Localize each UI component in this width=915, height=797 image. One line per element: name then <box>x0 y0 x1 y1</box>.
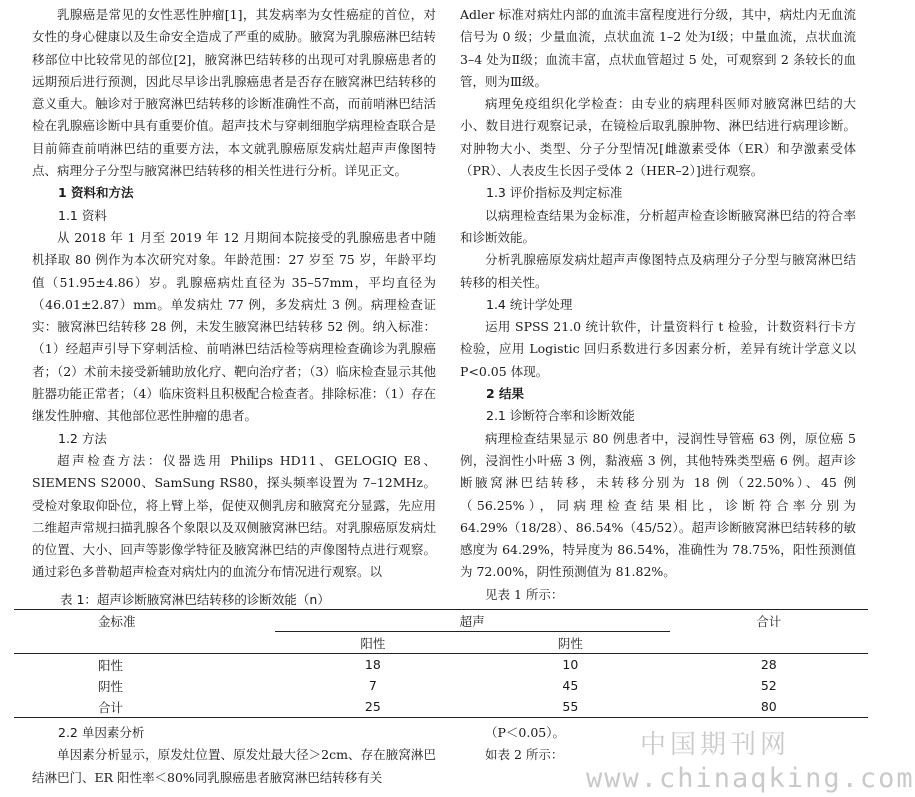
subsection-heading-2-2: 2.2 单因素分析 <box>58 725 145 740</box>
paragraph-see-table-1: 见表 1 所示： <box>485 586 564 602</box>
subsection-heading-1-1: 1.1 资料 <box>58 207 107 223</box>
paragraph-2-2-continued: （P＜0.05）。 <box>485 725 565 740</box>
cell-positive: 7 <box>368 678 377 693</box>
paragraph-adler: Adler 标准对病灶内部的血流丰富程度进行分级，其中，病灶内无血流信号为 0 级；少量血流，点状血流 1–2 处为Ⅰ级；中量血流，点状血流 3–4 处为Ⅱ级；血流丰富，点状血管超过 5 处，可观察到 2 条较长的血管，则为Ⅲ级。 <box>460 7 856 89</box>
paragraph-1-1: 从 2018 年 1 月至 2019 年 12 月期间本院接受的乳腺癌患者中随机择取 80 例作为本次研究对象。年龄范围：27 岁至 75 岁，年龄平均值（51.95±4.86）岁。乳腺癌病灶直径为 35–57mm，平均直径为（46.01±2.87）mm。单发病灶 77 例，多发病灶 3 例。病理检查证实：腋窝淋巴结转移 28 例，未发生腋窝淋巴结转移 52 例。纳入标准：（1）经超声引导下穿刺活检、前哨淋巴结活检等病理检查确诊为乳腺癌者；（2）术前未接受新辅助放化疗、靶向治疗者；（3）临床检查显示其他脏器功能正常者；（4）临床资料且积极配合检查者。排除标准：（1）存在继发性肿瘤、其他部位恶性肿瘤的患者。 <box>32 229 436 424</box>
paragraph-1-4: 运用 SPSS 21.0 统计软件，计量资料行 t 检验，计数资料行卡方检验，应用 Logistic 回归系数进行多因素分析，差异有统计学意义以 P<0.05 体现。 <box>460 319 856 379</box>
right-column <box>460 4 856 606</box>
left-column-after-table <box>32 722 436 789</box>
cell-positive: 18 <box>364 657 381 672</box>
cell-total: 80 <box>670 696 868 718</box>
header-gold-standard: 金标准 <box>14 610 275 632</box>
table-subheader-row <box>14 632 868 654</box>
table-1 <box>14 609 868 718</box>
watermark-url: www.chinaqking.com <box>586 763 915 794</box>
watermark-text: 中国期刊网 <box>640 730 791 760</box>
table-row <box>14 696 868 718</box>
table-header-row <box>14 610 868 632</box>
subsection-heading-1-4: 1.4 统计学处理 <box>486 296 573 312</box>
paragraph-1-2: 超声检查方法：仪器选用 Philips HD11、GELOGIQ E8、SIEMENS S2000、SamSung RS80，探头频率设置为 7–12MHz。受检对象取仰卧位，将上臂上举，促使双侧乳房和腋窝充分显露，先应用二维超声常规扫描乳腺各个象限以及双侧腋窝淋巴结。对乳腺癌原发病灶的位置、大小、回声等影像学特征及腋窝淋巴结的声像图特点进行观察。通过彩色多普勒超声检查对病灶内的血流分布情况进行观察。以 <box>32 452 436 580</box>
row-label: 合计 <box>14 696 275 718</box>
paragraph-1-3b: 分析乳腺癌原发病灶超声声像图特点及病理分子分型与腋窝淋巴结转移的相关性。 <box>460 252 856 290</box>
paragraph-1-3a: 以病理检查结果为金标准，分析超声检查诊断腋窝淋巴结的符合率和诊断效能。 <box>460 207 856 245</box>
header-ultrasound: 超声 <box>275 610 670 632</box>
subsection-heading-1-2: 1.2 方法 <box>58 430 107 446</box>
section-heading-methods: 1 资料和方法 <box>58 185 134 201</box>
paragraph-see-table-2: 如表 2 所示： <box>485 747 564 763</box>
paragraph-pathology: 病理免疫组织化学检查：由专业的病理科医师对腋窝淋巴结的大小、数目进行观察记录，在镜检后取乳腺肿物、淋巴结进行病理诊断。对肿物大小、类型、分子分型情况[雌激素受体（ER）和孕激素受体（PR）、人表皮生长因子受体 2（HER–2）]进行观察。 <box>460 96 856 179</box>
cell-total: 52 <box>760 678 777 693</box>
cell-negative: 10 <box>562 657 579 672</box>
cell-negative: 45 <box>562 678 579 693</box>
table-1-caption: 表 1：超声诊断腋窝淋巴结转移的诊断效能（n） <box>60 592 330 607</box>
cell-total: 28 <box>760 657 777 672</box>
table-row <box>14 675 868 696</box>
cell-negative: 55 <box>471 696 669 718</box>
subsection-heading-2-1: 2.1 诊断符合率和诊断效能 <box>486 408 635 424</box>
table-row <box>14 654 868 676</box>
subheader-positive: 阳性 <box>275 632 472 654</box>
intro-paragraph: 乳腺癌是常见的女性恶性肿瘤[1]，其发病率为女性癌症的首位，对女性的身心健康以及生命安全造成了严重的威胁。腋窝为乳腺癌淋巴结转移部位中比较常见的部位[2]，腋窝淋巴结转移的出现可对乳腺癌患者的远期预后进行预测，因此尽早诊出乳腺癌患者是否存在腋窝淋巴结转移的意义重大。触诊对于腋窝淋巴结转移的诊断准确性不高，而前哨淋巴结活检在乳腺癌诊断中具有重要价值。超声技术与穿刺细胞学病理检查联合是目前筛查前哨淋巴结的重要方法，本文就乳腺癌原发病灶超声声像图特点、病理分子分型与腋窝淋巴结转移的相关性进行分析。详见正文。 <box>32 7 436 179</box>
cell-positive: 25 <box>275 696 472 718</box>
header-total: 合计 <box>670 610 868 632</box>
section-heading-results: 2 结果 <box>486 386 525 402</box>
subsection-heading-1-3: 1.3 评价指标及判定标准 <box>486 185 623 201</box>
subheader-negative: 阴性 <box>471 632 669 654</box>
row-label: 阴性 <box>98 678 124 694</box>
left-column <box>32 4 436 584</box>
paragraph-2-2: 单因素分析显示，原发灶位置、原发灶最大径＞2cm、存在腋窝淋巴结淋巴门、ER 阳性率＜80%同乳腺癌患者腋窝淋巴结转移有关 <box>32 747 436 785</box>
row-label: 阳性 <box>98 657 124 673</box>
paragraph-2-1: 病理检查结果显示 80 例患者中，浸润性导管癌 63 例，原位癌 5 例，浸润性小叶癌 3 例，黏液癌 3 例，其他特殊类型癌 6 例。超声诊断腋窝淋巴结转移，未转移分别为 18 例（22.50%）、45 例（56.25%），同病理检查结果相比，诊断符合率分别为 64.29%（18/28）、86.54%（45/52）。超声诊断腋窝淋巴结转移的敏感度为 64.29%，特异度为 86.54%，准确性为 78.75%，阳性预测值为 72.00%，阴性预测值为 81.82%。 <box>460 430 856 580</box>
